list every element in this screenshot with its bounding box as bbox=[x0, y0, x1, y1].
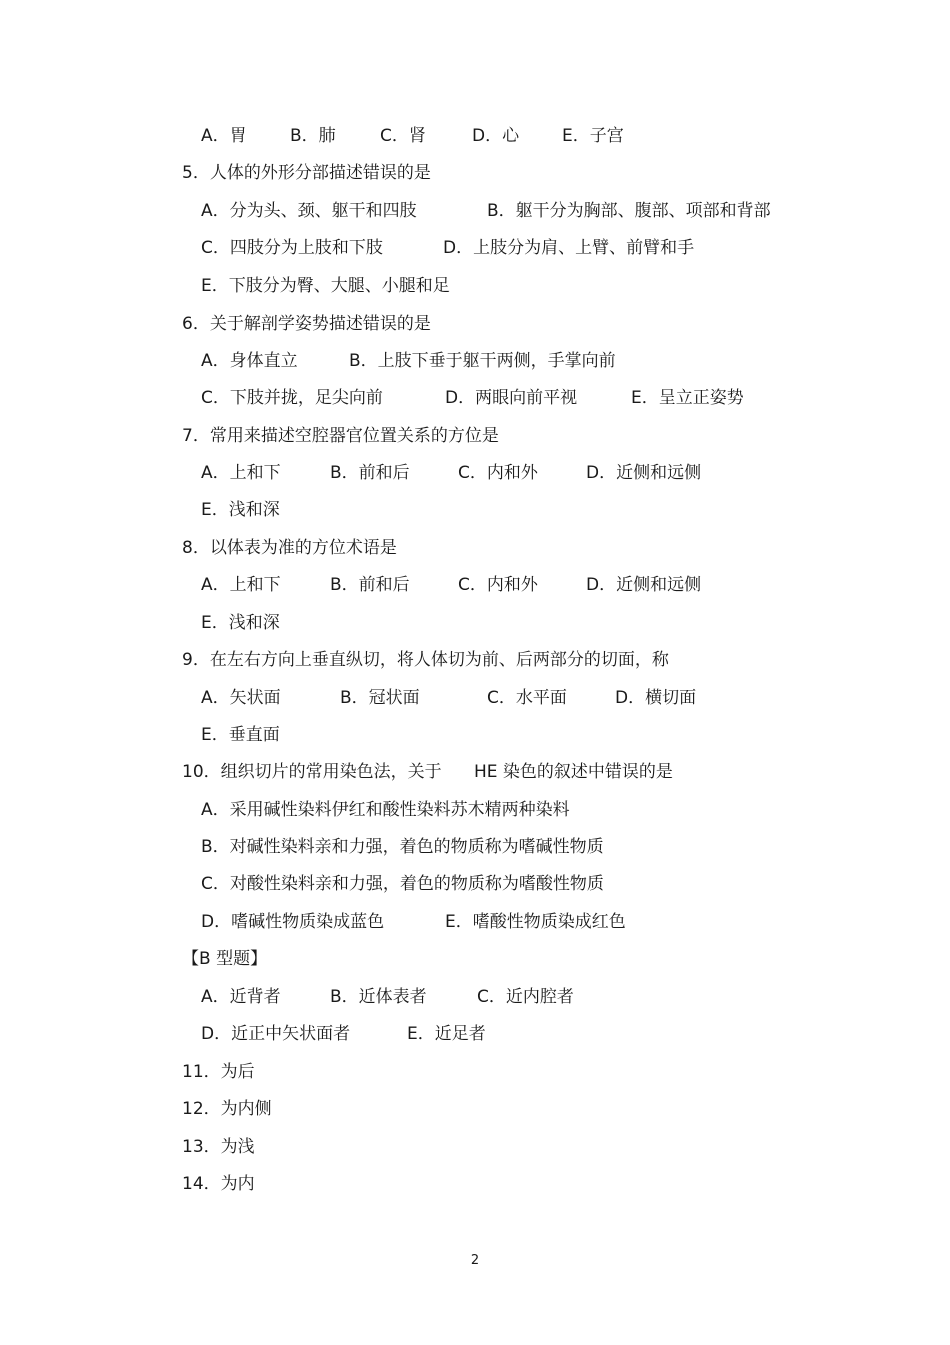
question-11 bbox=[182, 1060, 255, 1084]
page-number: 2 bbox=[470, 1253, 480, 1268]
question-7 bbox=[182, 424, 499, 448]
option-e: E．近足者 bbox=[407, 1024, 486, 1044]
section-title: 【B 型题】 bbox=[182, 949, 268, 969]
option-e: E．垂直面 bbox=[201, 725, 280, 745]
option-d: D．上肢分为肩、上臂、前臂和手 bbox=[443, 238, 695, 258]
question-6 bbox=[182, 312, 431, 336]
option-e: E．呈立正姿势 bbox=[631, 388, 744, 408]
option-c: C．近内腔者 bbox=[477, 987, 574, 1007]
option-e: E．子宫 bbox=[562, 126, 624, 146]
option-b: B．冠状面 bbox=[340, 688, 420, 708]
option-d: D．近侧和远侧 bbox=[586, 463, 702, 483]
option-d: D．心 bbox=[472, 126, 520, 146]
question-text: 10．组织切片的常用染色法，关于 bbox=[182, 762, 442, 782]
question-13 bbox=[182, 1135, 255, 1159]
option-b: B．前和后 bbox=[330, 575, 410, 595]
option-b: B．上肢下垂于躯干两侧，手掌向前 bbox=[349, 351, 616, 371]
option-e: E．下肢分为臀、大腿、小腿和足 bbox=[201, 276, 450, 296]
option-d: D．近正中矢状面者 bbox=[201, 1024, 351, 1044]
option-e: E．嗜酸性物质染成红色 bbox=[445, 912, 626, 932]
option-a: A．采用碱性染料伊红和酸性染料苏木精两种染料 bbox=[201, 800, 570, 820]
question-9 bbox=[182, 648, 669, 672]
option-b: B．躯干分为胸部、腹部、项部和背部 bbox=[487, 201, 771, 221]
option-d: D．近侧和远侧 bbox=[586, 575, 702, 595]
question-8 bbox=[182, 536, 397, 560]
question-text: 12．为内侧 bbox=[182, 1099, 272, 1119]
option-c: C．内和外 bbox=[458, 463, 538, 483]
option-c: C．水平面 bbox=[487, 688, 567, 708]
option-e: E．浅和深 bbox=[201, 613, 280, 633]
option-d: D．两眼向前平视 bbox=[445, 388, 578, 408]
question-text: 14．为内 bbox=[182, 1174, 255, 1194]
option-a: A．上和下 bbox=[201, 463, 281, 483]
option-a: A．上和下 bbox=[201, 575, 281, 595]
question-5 bbox=[182, 161, 431, 185]
option-a: A．分为头、颈、躯干和四肢 bbox=[201, 201, 417, 221]
question-text: 11．为后 bbox=[182, 1062, 255, 1082]
question-text: 7．常用来描述空腔器官位置关系的方位是 bbox=[182, 426, 499, 446]
option-b: B．前和后 bbox=[330, 463, 410, 483]
option-d: D．嗜碱性物质染成蓝色 bbox=[201, 912, 385, 932]
question-14 bbox=[182, 1172, 255, 1196]
option-e: E．浅和深 bbox=[201, 500, 280, 520]
question-text: 8．以体表为准的方位术语是 bbox=[182, 538, 397, 558]
option-d: D．横切面 bbox=[615, 688, 697, 708]
option-a: A．身体直立 bbox=[201, 351, 298, 371]
question-text: 9．在左右方向上垂直纵切，将人体切为前、后两部分的切面，称 bbox=[182, 650, 669, 670]
question-text-cont: HE 染色的叙述中错误的是 bbox=[474, 762, 673, 782]
option-a: A．胃 bbox=[201, 126, 247, 146]
option-b: B．对碱性染料亲和力强，着色的物质称为嗜碱性物质 bbox=[201, 837, 604, 857]
option-c: C．对酸性染料亲和力强，着色的物质称为嗜酸性物质 bbox=[201, 874, 604, 894]
option-c: C．下肢并拢，足尖向前 bbox=[201, 388, 383, 408]
option-c: C．肾 bbox=[380, 126, 426, 146]
option-b: B．肺 bbox=[290, 126, 336, 146]
option-a: A．近背者 bbox=[201, 987, 281, 1007]
option-b: B．近体表者 bbox=[330, 987, 427, 1007]
option-c: C．内和外 bbox=[458, 575, 538, 595]
question-text: 13．为浅 bbox=[182, 1137, 255, 1157]
question-12 bbox=[182, 1097, 272, 1121]
option-c: C．四肢分为上肢和下肢 bbox=[201, 238, 383, 258]
question-text: 5．人体的外形分部描述错误的是 bbox=[182, 163, 431, 183]
option-a: A．矢状面 bbox=[201, 688, 281, 708]
section-heading bbox=[182, 947, 267, 971]
question-text: 6．关于解剖学姿势描述错误的是 bbox=[182, 314, 431, 334]
